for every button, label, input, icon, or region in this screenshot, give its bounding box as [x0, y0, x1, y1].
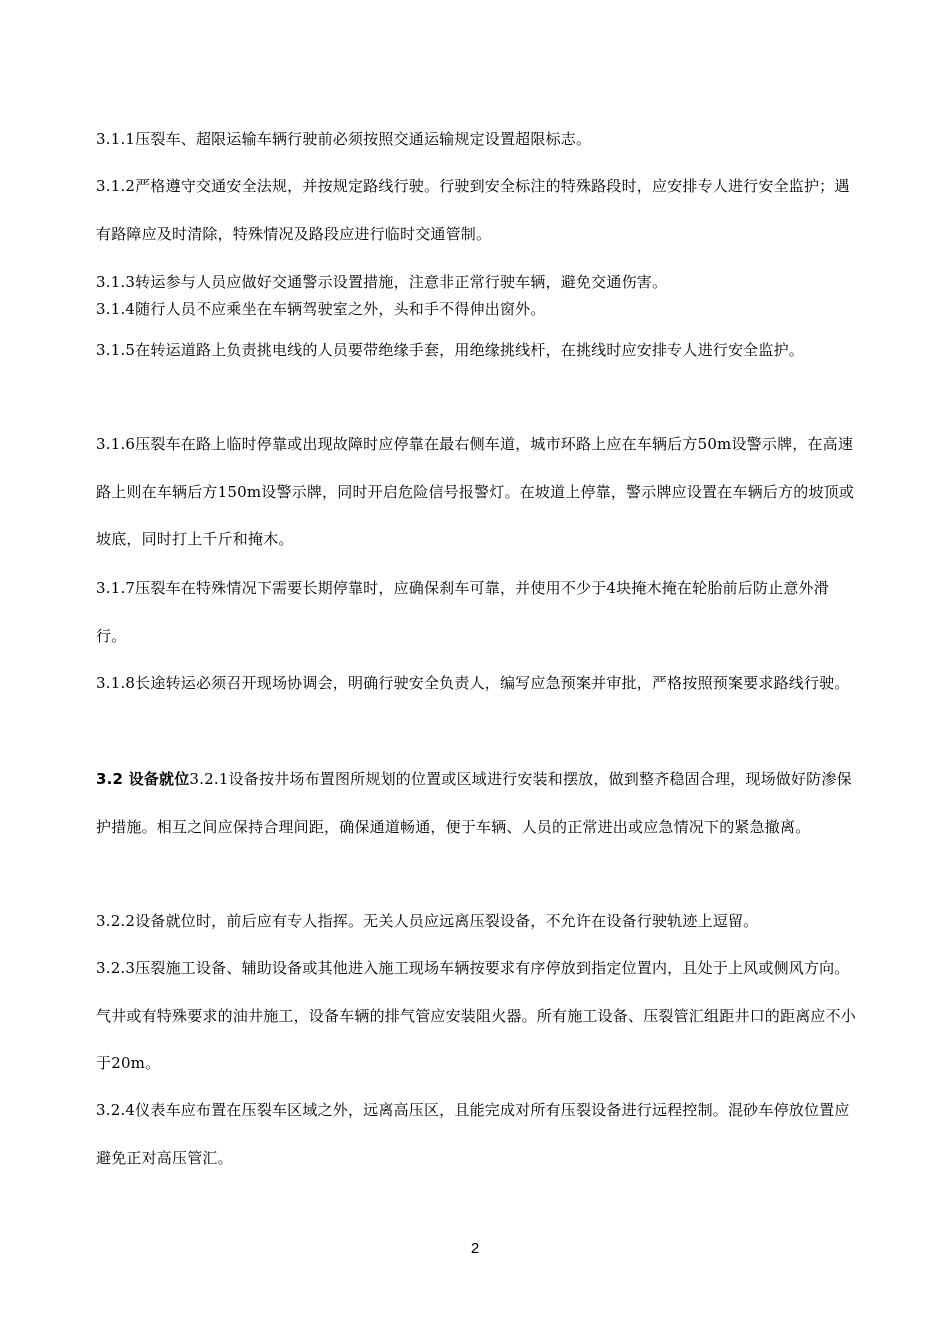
section-heading-3-2: 3.2 设备就位 — [96, 770, 190, 788]
paragraph-3-2-2: 3.2.2设备就位时，前后应有专人指挥。无关人员应远离压裂设备，不允许在设备行驶轨迹上逗留。 — [96, 912, 759, 930]
paragraph-3-2-4: 3.2.4仪表车应布置在压裂车区域之外，远离高压区，且能完成对所有压裂设备进行远程控制。混砂车停放位置应避免正对高压管汇。 — [96, 1101, 850, 1167]
paragraph-3-1-3: 3.1.3转运参与人员应做好交通警示设置措施，注意非正常行驶车辆，避免交通伤害。 — [96, 273, 668, 291]
page-number: 2 — [470, 1240, 480, 1257]
section-3-2 — [96, 756, 856, 851]
paragraph-3-1-4: 3.1.4随行人员不应乘坐在车辆驾驶室之外，头和手不得伸出窗外。 — [96, 300, 546, 318]
paragraph-3-1-6: 3.1.6压裂车在路上临时停靠或出现故障时应停靠在最右侧车道，城市环路上应在车辆后方50m设警示牌，在高速路上则在车辆后方150m设警示牌，同时开启危险信号报警灯。在坡道上停靠，警示牌应设置在车辆后方的坡顶或坡底，同时打上千斤和掩木。 — [96, 435, 855, 548]
paragraph-3-1-8: 3.1.8长途转运必须召开现场协调会，明确行驶安全负责人，编写应急预案并审批，严格按照预案要求路线行驶。 — [96, 674, 850, 692]
paragraph-3-1-1: 3.1.1压裂车、超限运输车辆行驶前必须按照交通运输规定设置超限标志。 — [96, 130, 592, 148]
paragraph-3-2-1: 3.2.1设备按井场布置图所规划的位置或区域进行安装和摆放，做到整齐稳固合理，现场做好防渗保护措施。相互之间应保持合理间距，确保通道畅通，便于车辆、人员的正常进出或应急情况下的紧急撤离。 — [96, 770, 852, 836]
paragraph-3-2-3: 3.2.3压裂施工设备、辅助设备或其他进入施工现场车辆按要求有序停放到指定位置内，且处于上风或侧风方向。气井或有特殊要求的油井施工，设备车辆的排气管应安装阻火器。所有施工设备、压裂管汇组距井口的距离应不小于20m。 — [96, 959, 857, 1072]
paragraph-3-1-7: 3.1.7压裂车在特殊情况下需要长期停靠时，应确保刹车可靠，并使用不少于4块掩木掩在轮胎前后防止意外滑行。 — [96, 579, 829, 645]
paragraph-3-1-5: 3.1.5在转运道路上负责挑电线的人员要带绝缘手套，用绝缘挑线杆，在挑线时应安排专人进行安全监护。 — [96, 341, 804, 359]
paragraph-3-1-2: 3.1.2严格遵守交通安全法规，并按规定路线行驶。行驶到安全标注的特殊路段时，应安排专人进行安全监护；遇有路障应及时清除，特殊情况及路段应进行临时交通管制。 — [96, 177, 850, 243]
